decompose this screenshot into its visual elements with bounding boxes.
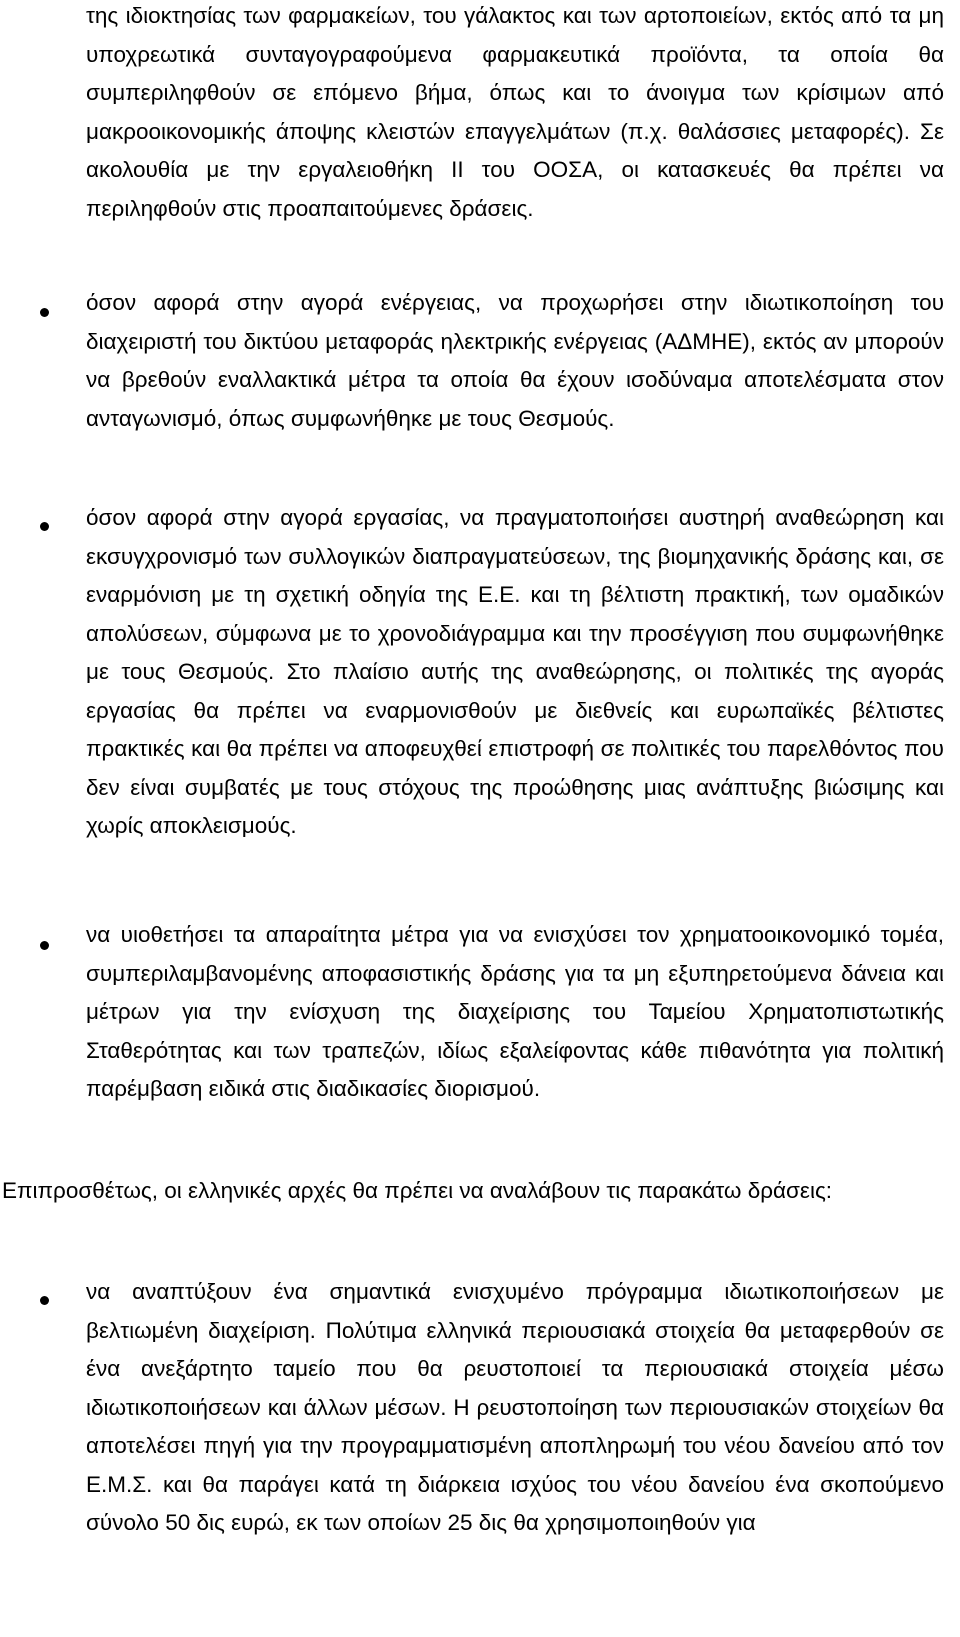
bullet-icon: [40, 308, 49, 317]
additional-actions-intro-paragraph: Επιπροσθέτως, οι ελληνικές αρχές θα πρέπει να αναλάβουν τις παρακάτω δράσεις:: [2, 1178, 833, 1203]
bullet-icon: [40, 1296, 49, 1305]
list-item-text: όσον αφορά στην αγορά εργασίας, να πραγματοποιήσει αυστηρή αναθεώρηση και εκσυγχρονισμό των συλλογικών διαπραγματεύσεων, της βιομηχανικής δράσης και, σε εναρμόνιση με τη σχετική οδηγία της Ε.Ε. και τη βέλτιστη πρακτική, των ομαδικών απολύσεων, σύμφωνα με το χρονοδιάγραμμα και την προσέγγιση που συμφωνήθηκε με τους Θεσμούς. Στο πλαίσιο αυτής της αναθεώρησης, οι πολιτικές της αγοράς εργασίας θα πρέπει να εναρμονισθούν με διεθνείς και ευρωπαϊκές βέλτιστες πρακτικές και θα πρέπει να αποφευχθεί επιστροφή σε πολιτικές του παρελθόντος που δεν είναι συμβατές με τους στόχους της προώθησης μιας ανάπτυξης βιώσιμης και χωρίς αποκλεισμούς.: [86, 505, 944, 838]
list-item-text: όσον αφορά στην αγορά ενέργειας, να προχωρήσει στην ιδιωτικοποίηση του διαχειριστή του δικτύου μεταφοράς ηλεκτρικής ενέργειας (ΑΔΜΗΕ), εκτός αν μπορούν να βρεθούν εναλλακτικά μέτρα τα οποία θα έχουν ισοδύναμα αποτελέσματα στον ανταγωνισμό, όπως συμφωνήθηκε με τους Θεσμούς.: [86, 290, 944, 431]
list-item-text: να αναπτύξουν ένα σημαντικά ενισχυμένο πρόγραμμα ιδιωτικοποιήσεων με βελτιωμένη διαχείριση. Πολύτιμα ελληνικά περιουσιακά στοιχεία θα μεταφερθούν σε ένα ανεξάρτητο ταμείο που θα ρευστοποιεί τα περιουσιακά στοιχεία μέσω ιδιωτικοποιήσεων και άλλων μέσων. Η ρευστοποίηση των περιουσιακών στοιχείων θα αποτελέσει πηγή για την προγραμματισμένη αποπληρωμή του νέου δανείου από τον Ε.Μ.Σ. και θα παράγει κατά τη διάρκεια ισχύος του νέου δανείου ένα σκοπούμενο σύνολο 50 δις ευρώ, εκ των οποίων 25 δις θα χρησιμοποιηθούν για: [86, 1279, 944, 1535]
intro-continuation-paragraph: της ιδιοκτησίας των φαρμακείων, του γάλακτος και των αρτοποιείων, εκτός από τα μη υποχρεωτικά συνταγογραφούμενα φαρμακευτικά προϊόντα, τα οποία θα συμπεριληφθούν σε επόμενο βήμα, όπως και το άνοιγμα των κρίσιμων από μακροοικονομικής άποψης κλειστών επαγγελμάτων (π.χ. θαλάσσιες μεταφορές). Σε ακολουθία με την εργαλειοθήκη ΙΙ του ΟΟΣΑ, οι κατασκευές θα πρέπει να περιληφθούν στις προαπαιτούμενες δράσεις.: [86, 3, 944, 221]
bullet-icon: [40, 941, 49, 950]
list-item-text: να υιοθετήσει τα απαραίτητα μέτρα για να ενισχύσει τον χρηματοοικονομικό τομέα, συμπεριλαμβανομένης αποφασιστικής δράσης για τα μη εξυπηρετούμενα δάνεια και μέτρων για την ενίσχυση της διαχείρισης του Ταμείου Χρηματοπιστωτικής Σταθερότητας και των τραπεζών, ιδίως εξαλείφοντας κάθε πιθανότητα για πολιτική παρέμβαση ειδικά στις διαδικασίες διορισμού.: [86, 922, 944, 1101]
bullet-icon: [40, 522, 49, 531]
